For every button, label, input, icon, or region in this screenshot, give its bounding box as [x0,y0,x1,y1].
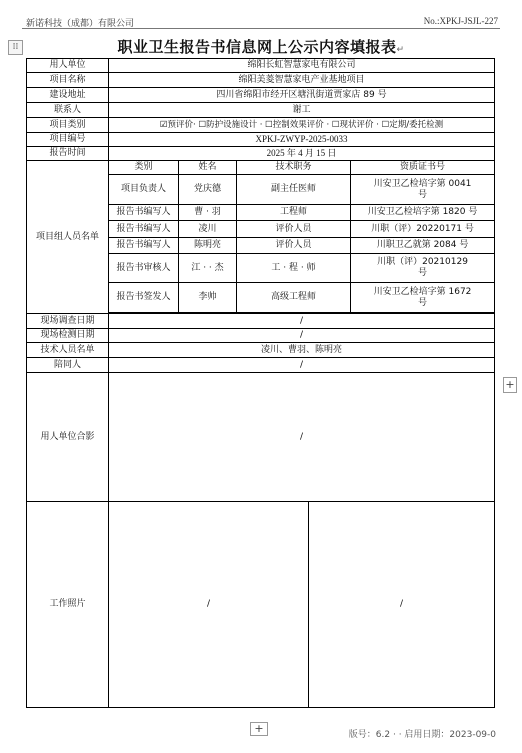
member-title[interactable]: 副主任医师 [237,175,351,205]
member-cert[interactable]: 川职（评）202201​71 号 [351,221,495,238]
address-value[interactable]: 四川省绵阳市经开区塘汛街道贾家店 89 号 [109,88,495,103]
paragraph-mark-icon: ↵ [396,45,405,55]
row-address [27,88,495,103]
category-value[interactable]: ☑预评价· ☐防护设施设计 · ☐控制效果评价 · ☐现状评价 · ☐定期/委托检测 [109,118,495,133]
employer-value[interactable]: 绵阳长虹智慧家电有限公司 [109,59,495,73]
member-name[interactable]: 李帅 [179,283,237,313]
row-code [27,133,495,147]
group-photo-area[interactable]: / [109,373,495,502]
member-role[interactable]: 项目负责人 [109,175,179,205]
row-test-date [27,329,495,343]
info-table [26,58,495,708]
member-role[interactable]: 报告书编写人 [109,221,179,238]
table-move-handle-icon[interactable]: ⁞⁞ [8,40,23,55]
escort-value[interactable]: / [109,358,495,373]
member-name[interactable]: 江 · · 杰 [179,254,237,283]
member-role[interactable]: 报告书编写人 [109,205,179,221]
company-name: 新诺科技（成都）有限公司 [26,19,135,29]
project-label: 项目名称 [27,73,109,88]
staff-header-role: 类别 [109,161,179,175]
report-time-label: 报告时间 [27,147,109,161]
staff-header-row [27,161,495,175]
row-survey-date [27,314,495,329]
member-role[interactable]: 报告书签发人 [109,283,179,313]
member-title[interactable]: 高级工程师 [237,283,351,313]
member-title[interactable]: 评价人员 [237,221,351,238]
survey-date-value[interactable]: / [109,314,495,329]
row-group-photo [27,373,495,502]
address-label: 建设地址 [27,88,109,103]
code-value[interactable]: XPKJ-ZWYP-2025-0033 [109,133,495,147]
test-date-value[interactable]: / [109,329,495,343]
group-photo-label: 用人单位合影 [27,373,109,502]
add-row-icon[interactable]: + [250,722,268,736]
member-cert[interactable]: 川安卫乙检培字第 1820 号 [351,205,495,221]
member-name[interactable]: 曹 · 羽 [179,205,237,221]
tech-staff-label: 技术人员名单 [27,343,109,358]
member-name[interactable]: 凌川 [179,221,237,238]
member-title[interactable]: 评价人员 [237,238,351,254]
contact-label: 联系人 [27,103,109,118]
member-name[interactable]: 党庆德 [179,175,237,205]
tech-staff-value[interactable]: 凌川、曹羽、陈明亮 [109,343,495,358]
document-number: No.:XPKJ-JSJL-227 [423,16,498,26]
work-photo-right[interactable]: / [309,502,495,708]
row-employer [27,59,495,73]
row-tech-staff [27,343,495,358]
report-time-value[interactable]: 2025 年 4 月 15 日 [109,147,495,161]
staff-group-label: 项目组人员名单 [27,161,109,314]
footer-version: 版号：6.2 · · 启用日期：2023-09-0 [348,730,496,740]
row-escort [27,358,495,373]
member-cert[interactable]: 川安卫乙检培字第 1672 号 [351,283,495,313]
member-role[interactable]: 报告书审核人 [109,254,179,283]
title-text: 职业卫生报告书信息网上公示内容填报表 [117,38,397,56]
add-column-icon[interactable]: + [503,377,517,393]
work-photo-label: 工作照片 [27,502,109,708]
member-name[interactable]: 陈明亮 [179,238,237,254]
test-date-label: 现场检测日期 [27,329,109,343]
code-label: 项目编号 [27,133,109,147]
header-rule [22,28,500,29]
category-label: 项目类别 [27,118,109,133]
row-project [27,73,495,88]
staff-header-title: 技术职务 [237,161,351,175]
work-photo-left[interactable]: / [109,502,309,708]
member-title[interactable]: 工 · 程 · 师 [237,254,351,283]
member-cert[interactable]: 川职卫乙就第 2084 号 [351,238,495,254]
employer-label: 用人单位 [27,59,109,73]
member-title[interactable]: 工程师 [237,205,351,221]
survey-date-label: 现场调查日期 [27,314,109,329]
row-contact [27,103,495,118]
page-title [0,36,522,57]
contact-value[interactable]: 谢工 [109,103,495,118]
member-cert[interactable]: 川安卫乙检培字第 0041 号 [351,175,495,205]
row-category [27,118,495,133]
escort-label: 陪同人 [27,358,109,373]
staff-header-cert: 资质证书号 [351,161,495,175]
row-report-time [27,147,495,161]
staff-header-name: 姓名 [179,161,237,175]
row-work-photo [27,502,495,708]
member-role[interactable]: 报告书编写人 [109,238,179,254]
member-cert[interactable]: 川职（评）20210129 号 [351,254,495,283]
project-value[interactable]: 绵阳美菱智慧家电产业基地项目 [109,73,495,88]
